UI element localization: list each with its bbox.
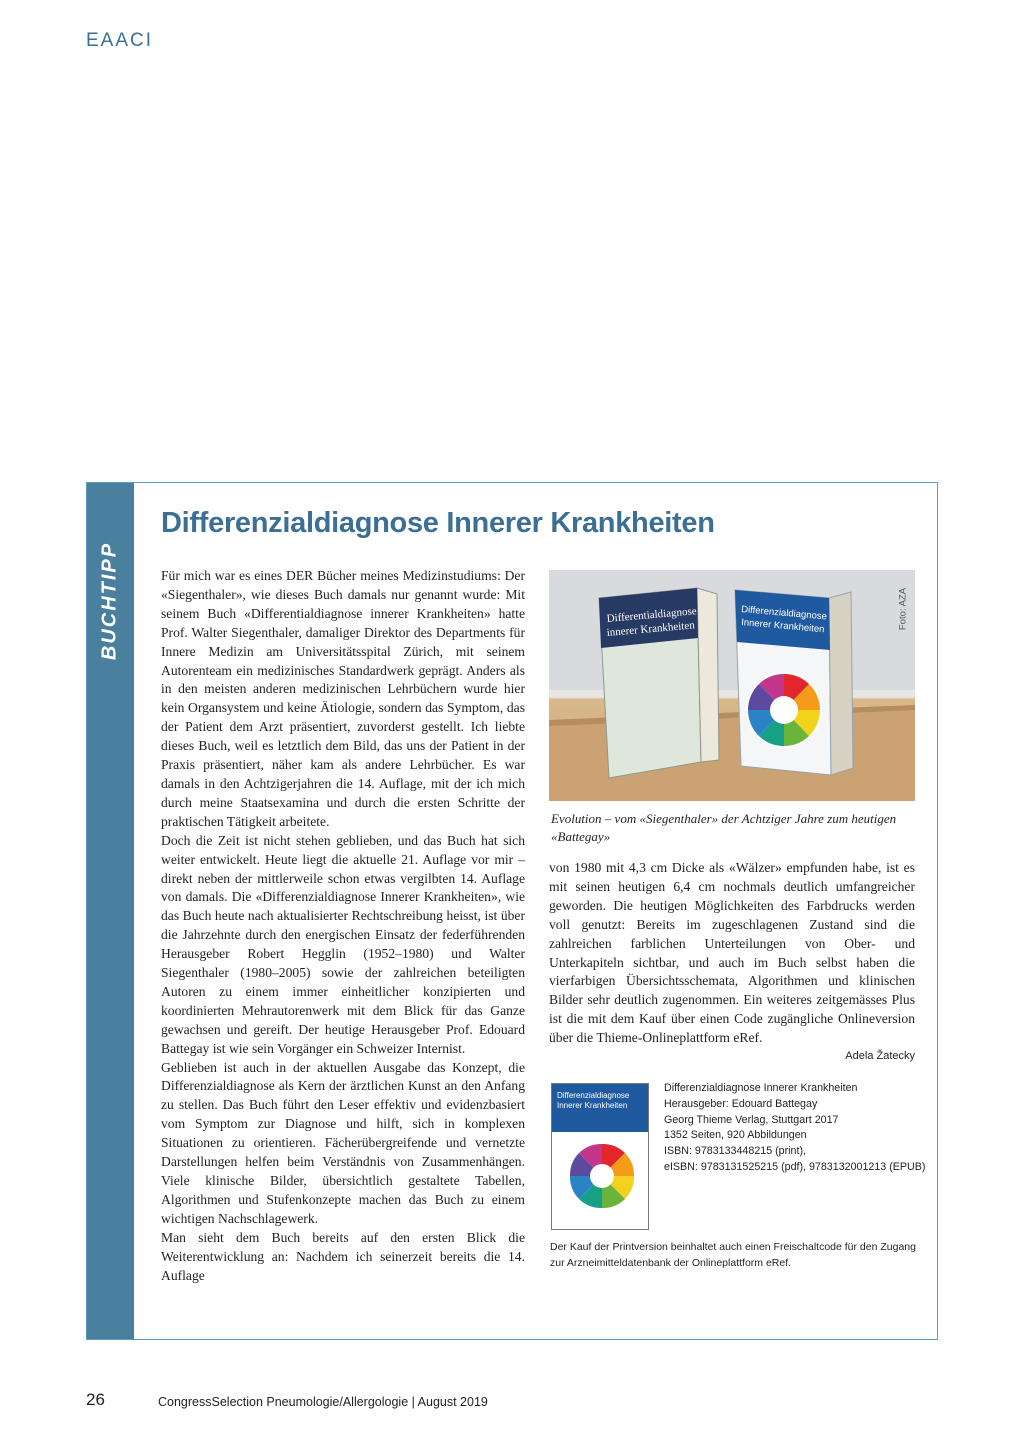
old-book-title-line-1: Differentialdiagnose [606, 605, 698, 625]
detail-publisher: Georg Thieme Verlag, Stuttgart 2017 [664, 1113, 839, 1126]
paragraph: Für mich war es eines DER Bücher meines Medizinstudiums: Der «Siegenthaler», wie dieses Buch damals nur genannt wurde: Mit seinem Buch «Differentialdiagnose innerer Krankheiten» hatte Prof. Walter Siegenthaler, damaliger Direktor des Departments für Innere Medizin am Universitätsspital Zürich, mit seinem Autorenteam ein medizinisches Standardwerk geprägt. Anders als in den meisten anderen medizinischen Lehrbüchern wurde hier kein Organsystem und keine Ätiologie, sondern das Symptom, das der Patient dem Arzt präsentiert, zuvorderst gestellt. Ich liebte dieses Buch, weil es letztlich dem Bild, das uns der Patient in der Praxis präsentiert, näher kam als andere Lehrbücher. Es war damals in den Achtzigerjahren die 14. Auflage, mit der ich mich durch meine Staatsexamina und durch die ersten Schritte der praktischen Tätigkeit arbeitete. [161, 568, 525, 829]
paragraph: Geblieben ist auch in der aktuellen Ausgabe das Konzept, die Differenzialdiagnose als Kern der ärztlichen Kunst an den Anfang zu stellen. Das Buch führt den Leser effektiv und evidenzbasiert vom Symptom zur Diagnose und hilft, sich in komplexen Situationen zu orientieren. Fächerübergreifende und vernetzte Darstellungen helfen beim Verständnis von Zusammenhängen. Viele klinische Bilder, übersichtlich gestaltete Tabellen, Algorithmen und Stufenkonzepte machen das Buch zu einem wichtigen Nachschlagewerk. [161, 1059, 525, 1226]
detail-pages: 1352 Seiten, 920 Abbildungen [664, 1129, 807, 1142]
new-book-title-line-1: Differenzialdiagnose [740, 604, 828, 623]
detail-isbn: ISBN: 9783133448215 (print), [664, 1145, 807, 1158]
photo-caption: Evolution – vom «Siegenthaler» der Achtziger Jahre zum heutigen «Battegay» [551, 811, 897, 844]
paragraph: Man sieht dem Buch bereits auf den ersten Blick die Weiterentwicklung an: Nachdem ich seinerzeit bereits die 14. Auflage [161, 1229, 525, 1283]
thumb-title-line-1: Differenzialdiagnose [557, 1091, 630, 1100]
paragraph: Doch die Zeit ist nicht stehen geblieben, und das Buch hat sich weiter entwickelt. Heute liegt die aktuelle 21. Auflage vor mir – direkt neben der mittlerweile schon etwas vergilbten 14. Auflage von damals. Die «Differenzialdiagnose Innerer Krankheiten», wie das Buch heute nach aktualisierter Rechtschreibung heisst, ist über die Jahrzehnte durch den energischen Einsatz der federführenden Herausgeber Robert Hegglin (1952–1980) und Walter Siegenthaler (1980–2005) sowie der zahlreichen beteiligten Autoren zu einem immer einheitlicher konzipierten und koordinierten Mehrautorenwerk mit dem Blick für das Ganze gewachsen und gereift. Der heutige Herausgeber Prof. Edouard Battegay ist wie sein Vorgänger ein Schweizer Internist. [161, 832, 525, 1056]
page-number: 26 [86, 1390, 105, 1409]
book-cover-thumbnail [551, 1083, 649, 1230]
books-illustration [549, 570, 915, 801]
paragraph: von 1980 mit 4,3 cm Dicke als «Wälzer» empfunden habe, ist es mit seinen heutigen 6,4 cm nochmals deutlich umfangreicher geworden. Die heutigen Möglichkeiten des Farbdrucks werden voll genutzt: Bereits im zugeschlagenen Zustand sind die zahlreichen farblichen Unterteilungen von Ober- und Unterkapiteln sichtbar, und auch im Buch selbst haben die vierfarbigen Übersichtsschemata, Algorithmen und klinischen Bilder sehr deutlich zugenommen. Ein weiteres zeitgemässes Plus ist die mit dem Kauf über einen Code zugängliche Onlineversion über die Thieme-Onlineplattform eRef. [549, 860, 915, 1046]
side-band [87, 483, 134, 1339]
detail-title: Differenzialdiagnose Innerer Krankheiten [664, 1082, 858, 1094]
footer-publication: CongressSelection Pneumologie/Allergologie | August 2019 [158, 1395, 488, 1409]
book-details [664, 1081, 924, 1176]
section-label: EAACI [86, 30, 154, 51]
photo-credit: Foto: AZA [897, 587, 909, 631]
old-book-title-line-2: innerer Krankheiten [606, 619, 696, 639]
left-column [161, 567, 525, 1285]
books-photo [549, 570, 915, 801]
book-review-box [86, 482, 938, 1340]
thumb-title-line-2: Innerer Krankheiten [557, 1101, 628, 1110]
detail-eisbn: eISBN: 9783131525215 (pdf), 9783132001213 (EPUB) [664, 1160, 926, 1173]
author-name: Adela Žatecky [845, 1050, 915, 1062]
cover-illustration [552, 1084, 648, 1229]
detail-editor: Herausgeber: Edouard Battegay [664, 1097, 818, 1110]
new-book-title-line-2: Innerer Krankheiten [740, 617, 825, 636]
side-label: BUCHTIPP [98, 541, 121, 661]
right-column [549, 859, 915, 1048]
article-title: Differenzialdiagnose Innerer Krankheiten [161, 507, 715, 539]
purchase-note: Der Kauf der Printversion beinhaltet auch einen Freischaltcode für den Zugang zur Arzneimitteldatenbank der Onlineplattform eRef. [550, 1241, 916, 1269]
